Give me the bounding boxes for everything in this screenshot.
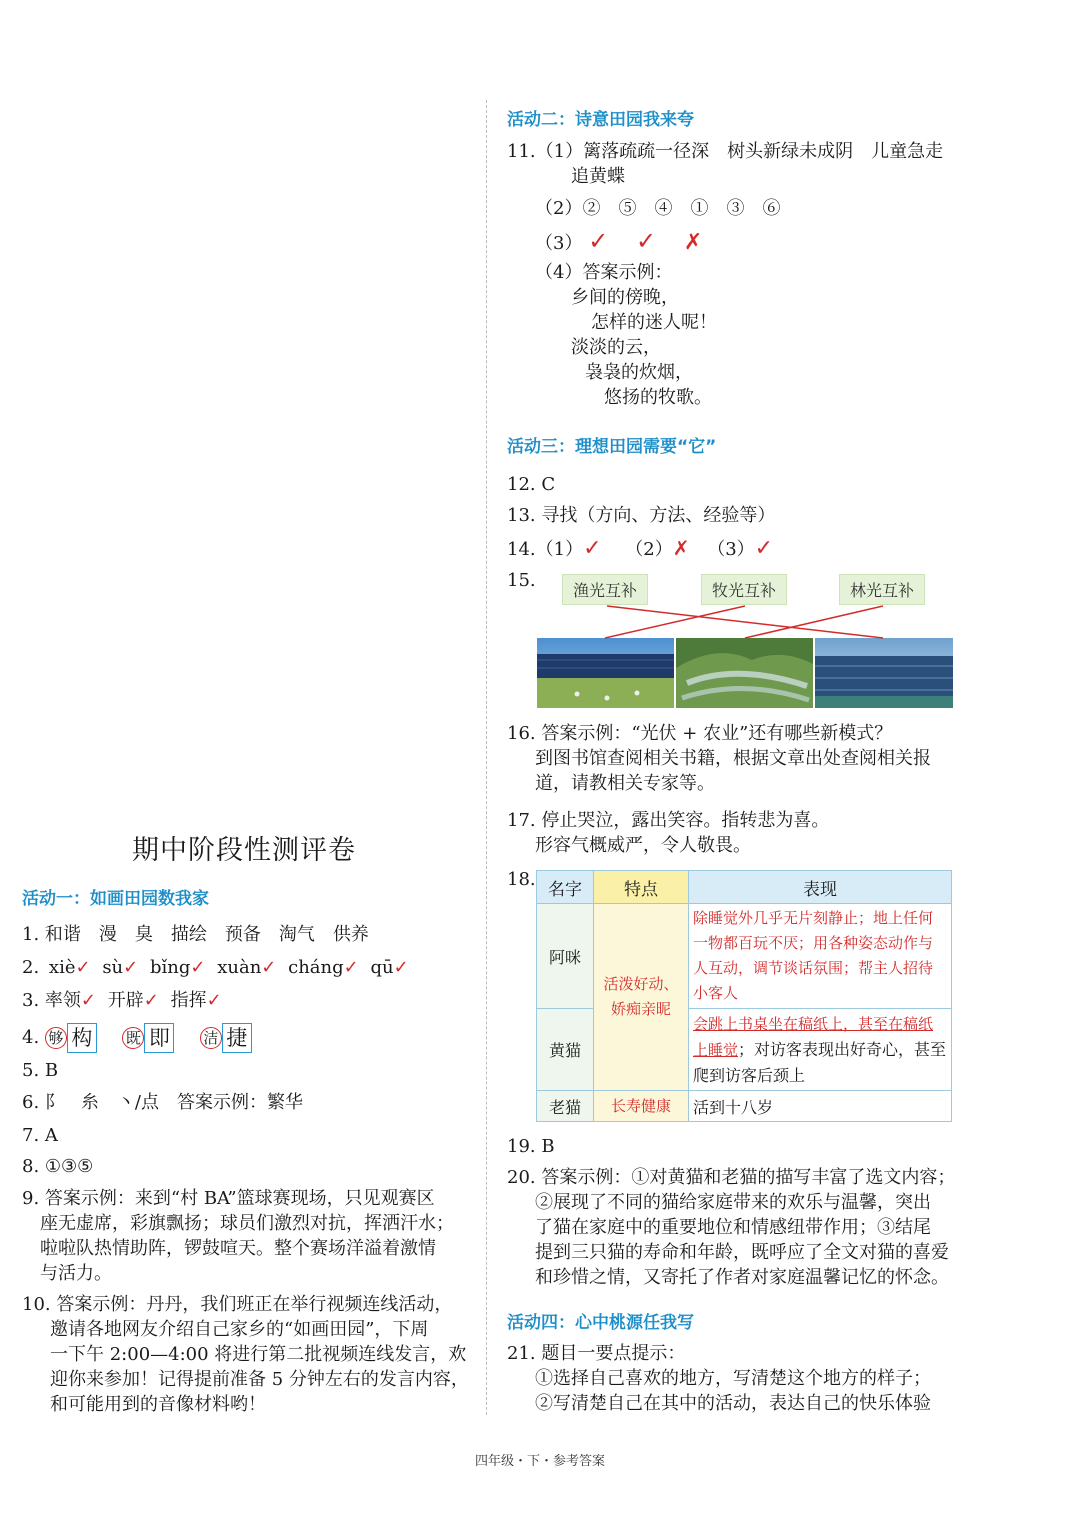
activity-one-heading: 活动一：如画田园数我家	[22, 889, 209, 909]
q3-answer	[22, 988, 222, 1013]
boxed-char: 即	[144, 1023, 174, 1053]
q11-4-answer: （4）答案示例：	[535, 262, 673, 283]
poem-line: 袅袅的炊烟，	[585, 362, 693, 383]
check-icon: ✓	[588, 227, 609, 255]
table-header: 名字	[537, 871, 594, 904]
check-icon: ✓	[343, 957, 359, 978]
q14-label: （3）	[707, 539, 755, 560]
q19-answer: 19. B	[507, 1136, 555, 1157]
q13-answer: 13. 寻找（方向、方法、经验等）	[507, 505, 776, 526]
q6-answer: 6. 阝 糸 丶/点 答案示例：繁华	[22, 1092, 303, 1113]
page-footer: 四年级・下・参考答案	[474, 1454, 605, 1469]
q20-line: 提到三只猫的寿命和年龄，既呼应了全文对猫的喜爱	[535, 1242, 949, 1263]
q16-line: 道，请教相关专家等。	[535, 773, 715, 794]
q16-line: 16. 答案示例：“光伏 + 农业”还有哪些新模式？	[507, 723, 893, 744]
q3-label: 3.	[22, 990, 40, 1011]
q10-line: 和可能用到的音像材料哟！	[50, 1394, 266, 1415]
q3-word-2: 开辟	[107, 990, 144, 1011]
pinyin-6: qū	[370, 957, 394, 978]
circled-char: 既	[122, 1027, 144, 1049]
poem-line: 淡淡的云，	[571, 337, 661, 358]
cross-icon: ✗	[683, 230, 703, 255]
q21-line: ②写清楚自己在其中的活动，表达自己的快乐体验	[535, 1393, 931, 1414]
cat-feature-text: 长寿健康	[610, 1096, 671, 1115]
pinyin-2: sù	[102, 957, 124, 978]
q16-line: 到图书馆查阅相关书籍，根据文章出处查阅相关报	[535, 748, 931, 769]
cross-icon: ✗	[672, 536, 690, 560]
q9-line: 9. 答案示例：来到“村 BA”篮球赛现场，只见观赛区	[22, 1188, 435, 1209]
q9-answer	[22, 1186, 454, 1286]
q11-3-answer	[535, 229, 702, 256]
pinyin-1: xiè	[48, 957, 76, 978]
q17-line: 17. 停止哭泣，露出笑容。指转悲为喜。	[507, 810, 830, 831]
cat-performance: 活到十八岁	[689, 1091, 952, 1122]
table-header: 特点	[594, 871, 689, 904]
q1-answer: 1. 和谐 漫 臭 描绘 预备 淘气 供养	[22, 924, 369, 945]
q4-label: 4.	[22, 1027, 40, 1048]
boxed-char: 构	[67, 1023, 97, 1053]
poem-line: 悠扬的牧歌。	[604, 387, 712, 408]
cat-name: 老猫	[537, 1091, 594, 1122]
q14-answer	[507, 536, 773, 562]
q10-line: 10. 答案示例：丹丹，我们班正在举行视频连线活动，	[22, 1294, 453, 1315]
q8-answer: 8. ①③⑤	[22, 1156, 94, 1177]
q2-label: 2.	[22, 957, 40, 978]
activity-four-heading: 活动四：心中桃源任我写	[507, 1313, 694, 1333]
q14-label: 14.（1）	[507, 539, 584, 560]
q3-word-1: 率领	[44, 990, 81, 1011]
q20-line: 20. 答案示例：①对黄猫和老猫的描写丰富了选文内容；	[507, 1167, 956, 1188]
cat-performance	[689, 1009, 952, 1091]
q11-1-answer	[507, 139, 943, 189]
pinyin-3: bǐng	[149, 957, 191, 978]
q11-2-answer: （2）② ⑤ ④ ① ③ ⑥	[535, 198, 781, 219]
q5-answer: 5. B	[22, 1060, 59, 1081]
table-row	[537, 904, 952, 1009]
q21-line: 21. 题目一要点提示：	[507, 1343, 686, 1364]
cat-performance-text: 除睡觉外几乎无片刻静止；地上任何一物都百玩不厌；用各种姿态动作与人互动，调节谈话氛围；帮主人招待小客人	[693, 909, 934, 1002]
cat-performance	[689, 904, 952, 1009]
check-icon: ✓	[636, 227, 657, 255]
table-header: 表现	[689, 871, 952, 904]
q2-answer	[22, 955, 409, 980]
q11-1-line: 11.（1）篱落疏疏一径深 树头新绿未成阴 儿童急走	[507, 141, 944, 162]
q20-line: 了猫在家庭中的重要地位和情感纽带作用；③结尾	[535, 1217, 931, 1238]
q21-answer	[507, 1341, 931, 1416]
q16-answer	[507, 721, 931, 796]
q17-answer	[507, 808, 829, 858]
table-header-row	[537, 871, 952, 904]
page-title: 期中阶段性测评卷	[132, 835, 356, 866]
activity-three-heading: 活动三：理想田园需要“它”	[507, 437, 717, 457]
q11-3-label: （3）	[535, 233, 583, 254]
activity-two-heading: 活动二：诗意田园我来夸	[507, 110, 694, 130]
table-row	[537, 1091, 952, 1122]
q21-line: ①选择自己喜欢的地方，写清楚这个地方的样子；	[535, 1368, 931, 1389]
solar-forest-photo	[676, 638, 813, 708]
match-chip: 牧光互补	[701, 574, 787, 605]
q10-answer	[22, 1292, 469, 1417]
q9-line: 啦啦队热情助阵，锣鼓喧天。整个赛场洋溢着激情	[40, 1238, 436, 1259]
check-icon: ✓	[206, 990, 222, 1011]
q7-answer: 7. A	[22, 1125, 58, 1146]
solar-grassland-photo	[537, 638, 674, 708]
circled-char: 洁	[200, 1027, 222, 1049]
q10-line: 迎你来参加！记得提前准备 5 分钟左右的发言内容，	[50, 1369, 469, 1390]
check-icon: ✓	[143, 990, 159, 1011]
cat-performance-red: 会跳上书桌坐在稿纸上，甚至在稿纸上睡觉	[693, 1015, 934, 1059]
cat-name: 黄猫	[537, 1009, 594, 1091]
cat-feature	[594, 904, 689, 1091]
cat-feature	[594, 1091, 689, 1122]
column-divider	[486, 100, 487, 1415]
check-icon: ✓	[261, 957, 277, 978]
cat-performance-text: ；对访客表现出好奇心，甚至爬到访客后颈上	[693, 1040, 947, 1085]
q3-word-3: 指挥	[170, 990, 207, 1011]
check-icon: ✓	[583, 536, 602, 561]
cat-feature-text: 活泼好动、娇痴亲昵	[603, 975, 679, 1018]
q9-line: 与活力。	[40, 1263, 112, 1284]
q15-label: 15.	[507, 570, 536, 591]
q18-table	[536, 870, 952, 1122]
check-icon: ✓	[123, 957, 139, 978]
q10-line: 邀请各地网友介绍自己家乡的“如画田园”，下周	[50, 1319, 429, 1340]
solar-fishery-photo	[815, 638, 953, 708]
pinyin-4: xuàn	[217, 957, 262, 978]
q12-answer: 12. C	[507, 474, 556, 495]
q10-line: 一下午 2:00—4:00 将进行第二批视频连线发言，欢	[50, 1344, 467, 1365]
q14-label: （2）	[625, 539, 673, 560]
cat-name: 阿咪	[537, 904, 594, 1009]
match-chip: 林光互补	[839, 574, 925, 605]
check-icon: ✓	[393, 957, 409, 978]
check-icon: ✓	[190, 957, 206, 978]
q17-line: 形容气概威严，令人敬畏。	[535, 835, 751, 856]
boxed-char: 捷	[222, 1023, 252, 1053]
match-chip: 渔光互补	[562, 574, 648, 605]
q20-answer	[507, 1165, 955, 1290]
q4-answer	[22, 1022, 252, 1054]
pinyin-5: cháng	[288, 957, 344, 978]
check-icon: ✓	[75, 957, 91, 978]
q20-line: 和珍惜之情，又寄托了作者对家庭温馨记忆的怀念。	[535, 1267, 949, 1288]
q11-1-line: 追黄蝶	[571, 166, 625, 187]
check-icon: ✓	[754, 536, 774, 561]
q15-matching	[537, 598, 953, 710]
poem-line: 乡间的傍晚，	[571, 287, 679, 308]
poem	[571, 285, 717, 410]
q20-line: ②展现了不同的猫给家庭带来的欢乐与温馨，突出	[535, 1192, 931, 1213]
circled-char: 够	[45, 1027, 67, 1049]
check-icon: ✓	[80, 990, 97, 1011]
q18-label: 18.	[507, 869, 536, 890]
poem-line: 怎样的迷人呢！	[591, 312, 717, 333]
q9-line: 座无虚席，彩旗飘扬；球员们激烈对抗，挥洒汗水；	[40, 1213, 454, 1234]
